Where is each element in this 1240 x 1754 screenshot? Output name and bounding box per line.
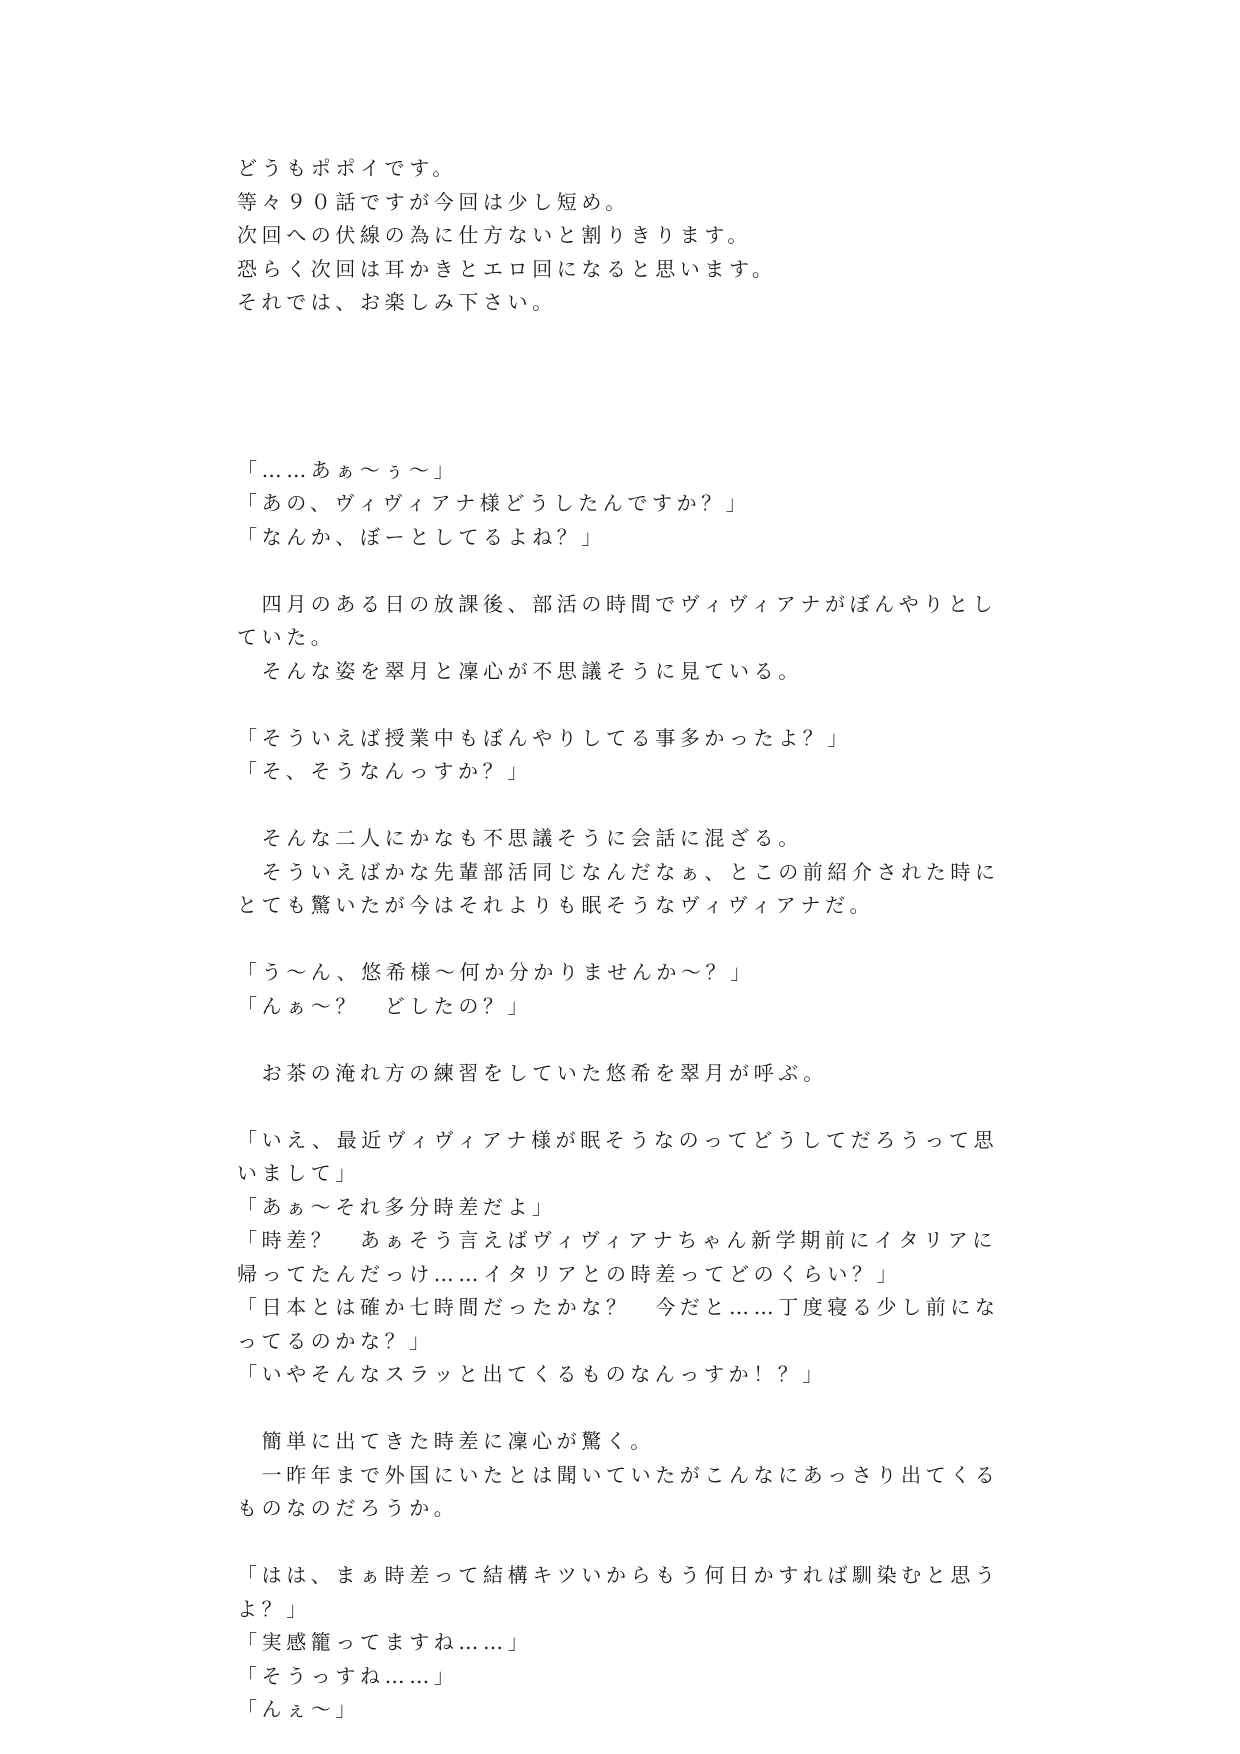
story-line: 「日本とは確か七時間だったかな？ 今だと……丁度寝る少し前になってるのかな？」 [237, 1295, 1000, 1353]
blank-line [237, 1526, 1007, 1560]
story-line: 「……あぁ〜ぅ〜」 [237, 457, 459, 482]
intro-line: 恐らく次回は耳かきとエロ回になると思います。 [237, 256, 777, 281]
blank-line [237, 1023, 1007, 1057]
story-line: そういえばかな先輩部活同じなんだなぁ、とこの前紹介された時にとても驚いたが今はそれよりも眠そうなヴィヴィアナだ。 [237, 859, 1000, 917]
intro-line: 等々９０話ですが今回は少し短め。 [237, 189, 630, 214]
story-line: 「あの、ヴィヴィアナ様どうしたんですか？」 [237, 491, 751, 515]
blank-line [237, 554, 1007, 588]
story-line: 「そ、そうなんっすか？」 [237, 759, 532, 783]
story-line: 「そういえば授業中もぼんやりしてる事多かったよ？」 [237, 725, 852, 750]
story-line: そんな姿を翠月と凜心が不思議そうに見ている。 [237, 658, 803, 683]
story-line: 「う〜ん、悠希様〜何か分かりませんか〜？」 [237, 960, 755, 984]
story-line: 「んぇ〜」 [237, 1697, 360, 1721]
blank-line [237, 1392, 1007, 1426]
story-line: 一昨年まで外国にいたとは聞いていたがこんなにあっさり出てくるものなのだろうか。 [237, 1462, 1000, 1520]
story-line: 「なんか、ぼーとしてるよね？」 [237, 524, 606, 549]
story-line: 「んぁ〜？ どしたの？」 [237, 993, 533, 1018]
story-line: 四月のある日の放課後、部活の時間でヴィヴィアナがぼんやりとしていた。 [237, 591, 998, 649]
story-line: お茶の淹れ方の練習をしていた悠希を翠月が呼ぶ。 [237, 1060, 828, 1085]
story-line: 「時差？ あぁそう言えばヴィヴィアナちゃん新学期前にイタリアに帰ってたんだっけ……イタリアとの時差ってどのくらい？」 [237, 1228, 997, 1286]
author-intro [237, 152, 1007, 320]
intro-line: 次回への伏線の為に仕方ないと割りきります。 [237, 223, 752, 247]
story-line: 「いやそんなスラッと出てくるものなんっすか！？」 [237, 1362, 827, 1386]
intro-line: どうもポポイです。 [237, 156, 457, 180]
blank-line [237, 789, 1007, 823]
section-gap [237, 320, 1007, 454]
story-line: 「はは、まぁ時差って結構キツいからもう何日かすれば馴染むと思うよ？」 [237, 1563, 1000, 1621]
story-line: 「あぁ〜それ多分時差だよ」 [237, 1194, 557, 1219]
blank-line [237, 923, 1007, 957]
story-line: 「そうっすね……」 [237, 1663, 459, 1688]
story-text [237, 454, 1007, 1727]
story-line: そんな二人にかなも不思議そうに会話に混ざる。 [237, 826, 803, 850]
story-line: 簡単に出てきた時差に凜心が驚く。 [237, 1429, 655, 1453]
blank-line [237, 1090, 1007, 1124]
blank-line [237, 688, 1007, 722]
story-line: 「いえ、最近ヴィヴィアナ様が眠そうなのってどうしてだろうって思いまして」 [237, 1127, 999, 1185]
document-body [237, 152, 1007, 1727]
story-line: 「実感籠ってますね……」 [237, 1630, 533, 1654]
intro-line: それでは、お楽しみ下さい。 [237, 290, 557, 314]
